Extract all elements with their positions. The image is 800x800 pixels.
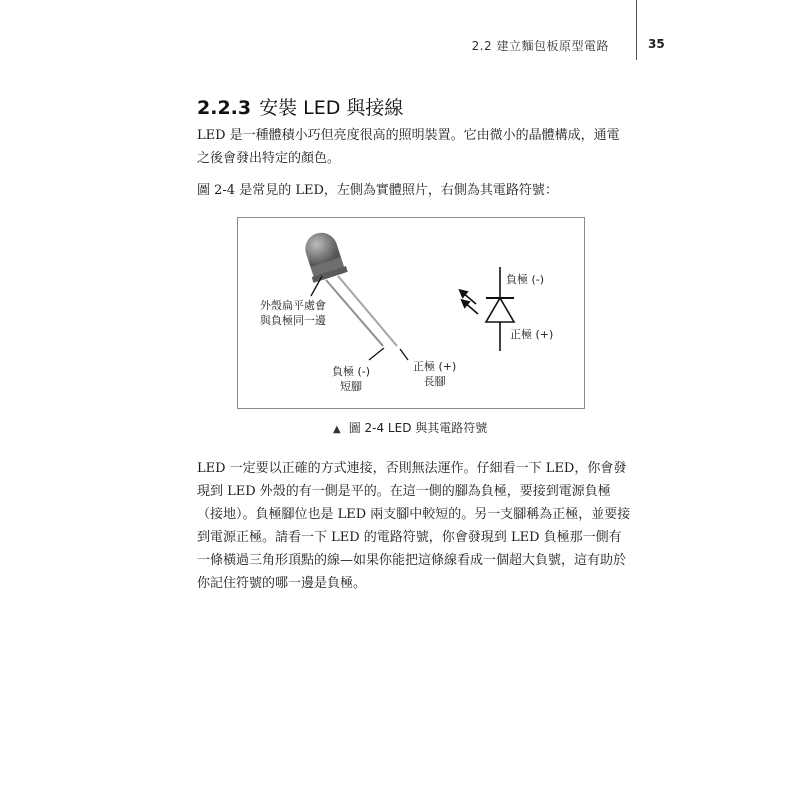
running-head: 2.2 建立麵包板原型電路 <box>471 39 609 53</box>
label-cathode-line2: 短腳 <box>340 380 363 393</box>
section-heading-text: 安裝 LED 與接線 <box>259 97 404 119</box>
label-flat-side-line2: 與負極同一邊 <box>260 314 326 327</box>
paragraph-intro: LED 是一種體積小巧但亮度很高的照明裝置。它由微小的晶體構成，通電之後會發出特定的顏色。 <box>197 128 620 166</box>
label-symbol-anode: 正極 (+) <box>510 328 554 341</box>
paragraph-body: LED 一定要以正確的方式連接，否則無法運作。仔細看一下 LED，你會發現到 LED 外殼的有一側是平的。在這一側的腳為負極，要接到電源負極（接地）。負極腳位也是 LED 兩支腳中較短的。另一支腳稱為正極，並要接到電源正極。請看一下 LED 的電路符號，你會發現到 LED 負極那一側有一條橫過三角形頂點的線—如果你能把這條線看成一個超大負號，這有助於你記住符號的哪一邊是負極。 <box>197 461 631 591</box>
label-anode-leg <box>413 359 456 389</box>
label-anode-line2: 長腳 <box>423 375 446 388</box>
label-anode-line1: 正極 (+) <box>413 360 457 373</box>
paragraph-figure-ref: 圖 2-4 是常見的 LED，左側為實體照片，右側為其電路符號： <box>197 183 558 198</box>
led-leg-long <box>338 276 397 346</box>
page-number: 35 <box>648 37 665 51</box>
led-photo <box>299 228 397 346</box>
caption-text: 圖 2-4 LED 與其電路符號 <box>348 421 488 435</box>
label-cathode-line1: 負極 (-) <box>332 365 371 378</box>
caption-triangle-icon: ▲ <box>333 424 341 435</box>
label-flat-side-line1: 外殼扁平處會 <box>260 299 326 312</box>
figure-caption <box>333 419 487 436</box>
label-symbol-cathode: 負極 (-) <box>506 273 545 286</box>
section-title <box>197 93 403 120</box>
label-flat-side <box>260 298 326 328</box>
figure-led <box>237 217 585 409</box>
label-cathode-leg <box>332 364 370 394</box>
header-divider <box>636 0 637 60</box>
led-leg-short <box>326 280 383 346</box>
symbol-triangle <box>486 298 514 322</box>
pointer-anode-leg <box>400 349 408 360</box>
pointer-cathode-leg <box>369 348 384 360</box>
section-number: 2.2.3 <box>197 97 252 119</box>
